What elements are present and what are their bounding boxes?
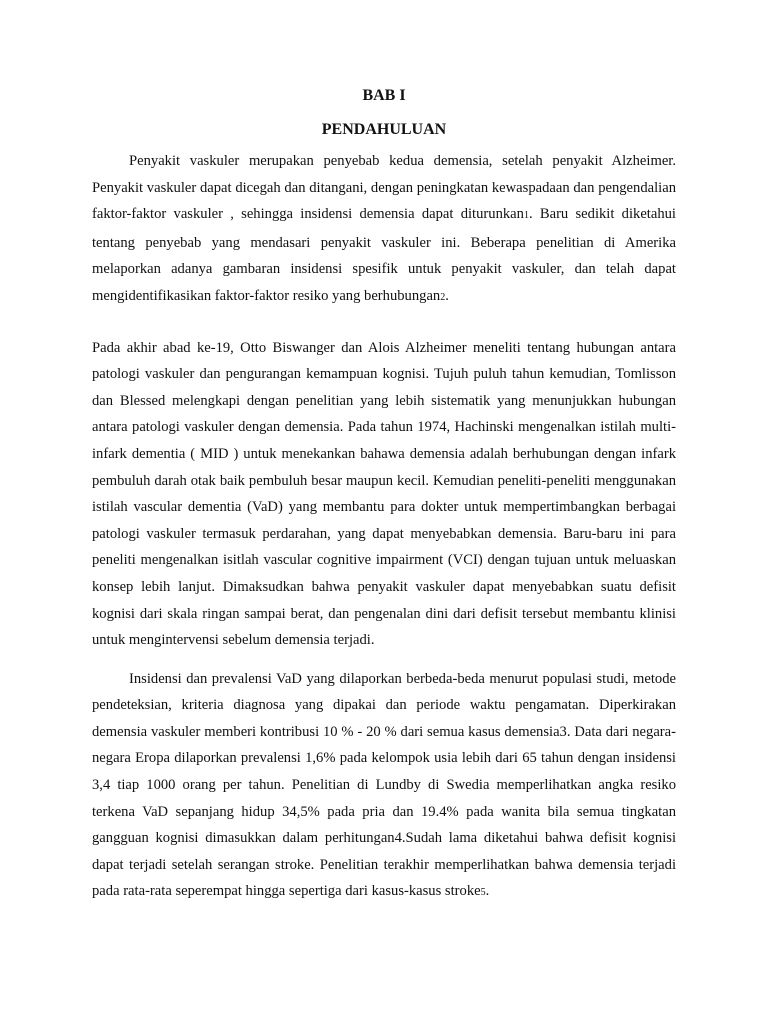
paragraph-3	[92, 666, 676, 907]
paragraph-1-tail: .	[445, 287, 449, 304]
paragraph-3-lead: Insidensi dan prevalensi VaD yang dilaporkan berbeda-beda menurut populasi studi, metode pendeteksian, kriteria diagnosa yang dipakai dan periode waktu pengamatan. Diperkirakan demensia vaskuler memberi kontribusi 10 % - 20 % dari semua kasus demensia3. Data dari negara-negara Eropa dilaporkan prevalensi 1,6% pada kelompok usia lebih dari 65 tahun dengan insidensi 3,4 tiap 1000 orang per tahun. Penelitian di Lundby di Swedia memperlihatkan angka resiko terkena VaD sepanjang hidup 34,5% pada pria dan 19.4% pada wanita bila semua tingkatan gangguan kognisi dimasukkan dalam perhitungan4.Sudah lama diketahui bahwa defisit kognisi dapat terjadi setelah serangan stroke. Penelitian terakhir memperlihatkan bahwa demensia terjadi pada rata-rata seperempat hingga sepertiga dari kasus-kasus stroke	[92, 670, 676, 900]
chapter-heading: BAB I	[362, 87, 406, 104]
paragraph-1-middle: . Baru sedikit diketahui tentang penyebab yang mendasari penyakit vaskuler ini. Beberapa penelitian di Amerika melaporkan adanya gambaran insidensi spesifik untuk penyakit vaskuler, dan telah dapat mengidentifikasikan faktor-faktor resiko yang berhubungan	[92, 206, 676, 304]
footnote-ref-1: 1	[523, 210, 529, 222]
paragraph-1-lead: Penyakit vaskuler merupakan penyebab kedua demensia, setelah penyakit Alzheimer. Penyakit vaskuler dapat dicegah dan ditangani, dengan peningkatan kewaspadaan dan pengendalian faktor-faktor vaskuler , sehingga insidensi demensia dapat diturunkan	[92, 153, 676, 223]
paragraph-3-tail: .	[485, 883, 490, 900]
paragraph-2: Pada akhir abad ke-19, Otto Biswanger dan Alois Alzheimer meneliti tentang hubungan antara patologi vaskuler dan pengurangan kemampuan kognisi. Tujuh puluh tahun kemudian, Tomlisson dan Blessed melengkapi dengan penelitian yang lebih sistematik yang menunjukkan hubungan antara patologi vaskuler dengan demensia. Pada tahun 1974, Hachinski mengenalkan istilah multi-infark dementia ( MID ) untuk menekankan bahawa demensia adalah berhubungan dengan infark pembuluh darah otak baik pembuluh besar maupun kecil. Kemudian peneliti-peneliti menggunakan istilah vascular dementia (VaD) yang membantu para dokter untuk mempertimbangkan berbagai patologi vaskuler termasuk perdarahan, yang dapat menyebabkan demensia. Baru-baru ini para peneliti mengenalkan isitlah vascular cognitive impairment (VCI) dengan tujuan untuk meluaskan konsep lebih lanjut. Dimaksudkan bahwa penyakit vaskuler dapat menyebabkan suatu defisit kognisi dari skala ringan sampai berat, dan pengenalan dini dari defisit tersebut membantu klinisi untuk mengintervensi sebelum demensia terjadi.	[92, 339, 676, 649]
footnote-ref-2: 2	[440, 291, 446, 303]
paragraph-1	[92, 148, 676, 312]
chapter-title: PENDAHULUAN	[321, 121, 447, 138]
footnote-ref-5: 5	[480, 887, 486, 899]
